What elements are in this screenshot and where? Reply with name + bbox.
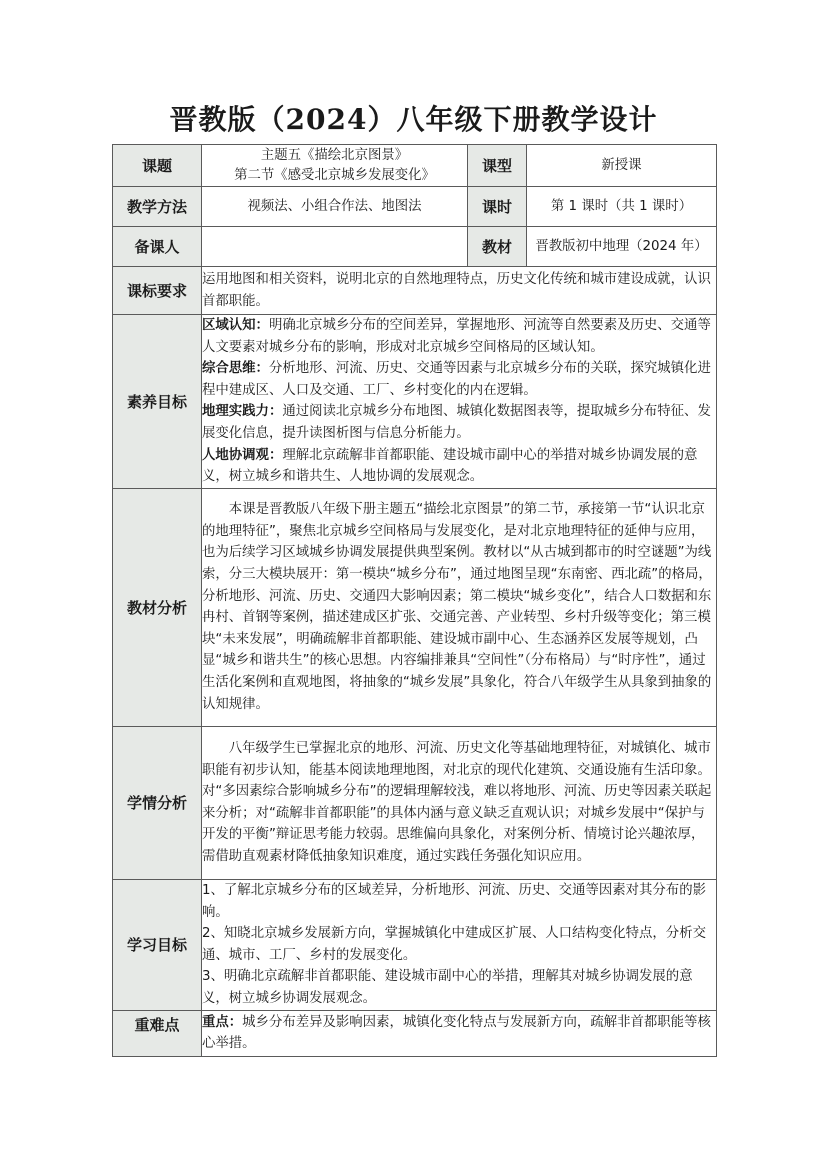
lesson-plan-table	[112, 144, 717, 1057]
topic-label: 课题	[113, 145, 202, 187]
literacy-item-key: 综合思维：	[202, 361, 269, 377]
row-key-points	[113, 1010, 717, 1056]
row-topic	[113, 145, 717, 187]
textbook-analysis-label: 教材分析	[113, 488, 202, 726]
student-analysis-text: 八年级学生已掌握北京的地形、河流、历史文化等基础地理特征，对城镇化、城市职能有初步认知，能基本阅读地理地图，对北京的现代化建筑、交通设施有生活印象。对“多因素综合影响城乡分布”的逻辑理解较浅，难以将地形、河流、历史等因素关联起来分析；对“疏解非首都职能”的具体内涵与意义缺乏直观认识；对城乡发展中“保护与开发的平衡”辩证思考能力较弱。思维偏向具象化，对案例分析、情境讨论兴趣浓厚，需借助直观素材降低抽象知识难度，通过实践任务强化知识应用。	[202, 740, 712, 864]
literacy-item	[202, 315, 716, 358]
row-student-analysis	[113, 726, 717, 879]
learning-goal-item: 1、了解北京城乡分布的区域差异，分析地形、河流、历史、交通等因素对其分布的影响。	[202, 882, 706, 920]
standard-text: 运用地图和相关资料，说明北京的自然地理特点，历史文化传统和城市建设成就，认识首都职能。	[202, 267, 717, 315]
row-learning-goals	[113, 879, 717, 1010]
literacy-content	[202, 315, 717, 489]
row-textbook-analysis	[113, 488, 717, 726]
learning-goal-item: 2、知晓北京城乡发展新方向，掌握城镇化中建成区扩展、人口结构变化特点，分析交通、城市、工厂、乡村的发展变化。	[202, 926, 706, 963]
standard-label: 课标要求	[113, 267, 202, 315]
literacy-item-text: 理解北京疏解非首都职能、建设城市副中心的举措对城乡协调发展的意义，树立城乡和谐共生、人地协调的发展观念。	[202, 447, 698, 485]
textbook-analysis-cell	[202, 488, 717, 726]
key-points-text: 城乡分布差异及影响因素，城镇化变化特点与发展新方向，疏解非首都职能等核心举措。	[202, 1014, 711, 1052]
row-literacy	[113, 315, 717, 489]
row-method	[113, 187, 717, 227]
type-label: 课型	[468, 145, 527, 187]
textbook-analysis-text: 本课是晋教版八年级下册主题五“描绘北京图景”的第二节，承接第一节“认识北京的地理特征”，聚焦北京城乡空间格局与发展变化，是对北京地理特征的延伸与应用，也为后续学习区域城乡协调发展提供典型案例。教材以“从古城到都市的时空谜题”为线索，分三大模块展开：第一模块“城乡分布”，通过地图呈现“东南密、西北疏”的格局，分析地形、河流、历史、交通四大影响因素；第二模块“城乡变化”，结合人口数据和东冉村、首钢等案例，描述建成区扩张、交通完善、产业转型、乡村升级等变化；第三模块“未来发展”，明确疏解非首都职能、建设城市副中心、生态涵养区发展等规划，凸显“城乡和谐共生”的核心思想。内容编排兼具“空间性”（分布格局）与“时序性”，通过生活化案例和直观地图，将抽象的“城乡发展”具象化，符合八年级学生从具象到抽象的认知规律。	[202, 502, 712, 712]
type-value: 新授课	[527, 145, 717, 187]
method-value: 视频法、小组合作法、地图法	[202, 187, 468, 227]
literacy-label: 素养目标	[113, 315, 202, 489]
literacy-item	[202, 445, 716, 488]
student-analysis-label: 学情分析	[113, 726, 202, 879]
learning-goal-item: 3、明确北京疏解非首都职能、建设城市副中心的举措，理解其对城乡协调发展的意义，树立城乡协调发展观念。	[202, 969, 693, 1006]
literacy-item-key: 地理实践力：	[202, 404, 283, 420]
student-analysis-cell	[202, 726, 717, 879]
textbook-value: 晋教版初中地理（2024 年）	[527, 227, 717, 267]
literacy-item-text: 明确北京城乡分布的空间差异，掌握地形、河流等自然要素及历史、交通等人文要素对城乡分布的影响，形成对北京城乡空间格局的区域认知。	[202, 318, 711, 355]
literacy-item-text: 分析地形、河流、历史、交通等因素与北京城乡分布的关联，探究城镇化进程中建成区、人口及交通、工厂、乡村变化的内在逻辑。	[202, 361, 711, 398]
topic-line-2: 第二节《感受北京城乡发展变化》	[234, 167, 435, 183]
topic-line-1: 主题五《描绘北京图景》	[260, 147, 409, 163]
literacy-item-key: 人地协调观：	[202, 447, 283, 463]
literacy-item-text: 通过阅读北京城乡分布地图、城镇化数据图表等，提取城乡分布特征、发展变化信息，提升读图析图与信息分析能力。	[202, 404, 711, 441]
method-label: 教学方法	[113, 187, 202, 227]
period-value: 第 1 课时（共 1 课时）	[527, 187, 717, 227]
key-points-label: 重难点	[113, 1010, 202, 1056]
key-points-content	[202, 1010, 717, 1056]
literacy-item-key: 区域认知：	[202, 318, 269, 333]
preparer-value	[202, 227, 468, 267]
row-preparer	[113, 227, 717, 267]
topic-value	[202, 145, 468, 187]
page-title: 晋教版（2024）八年级下册教学设计	[169, 103, 658, 136]
learning-goals-content	[202, 879, 717, 1010]
textbook-label: 教材	[468, 227, 527, 267]
period-label: 课时	[468, 187, 527, 227]
row-standard	[113, 267, 717, 315]
literacy-item	[202, 401, 716, 444]
literacy-item	[202, 358, 716, 401]
preparer-label: 备课人	[113, 227, 202, 267]
key-points-key: 重点：	[202, 1014, 243, 1030]
learning-goals-label: 学习目标	[113, 879, 202, 1010]
